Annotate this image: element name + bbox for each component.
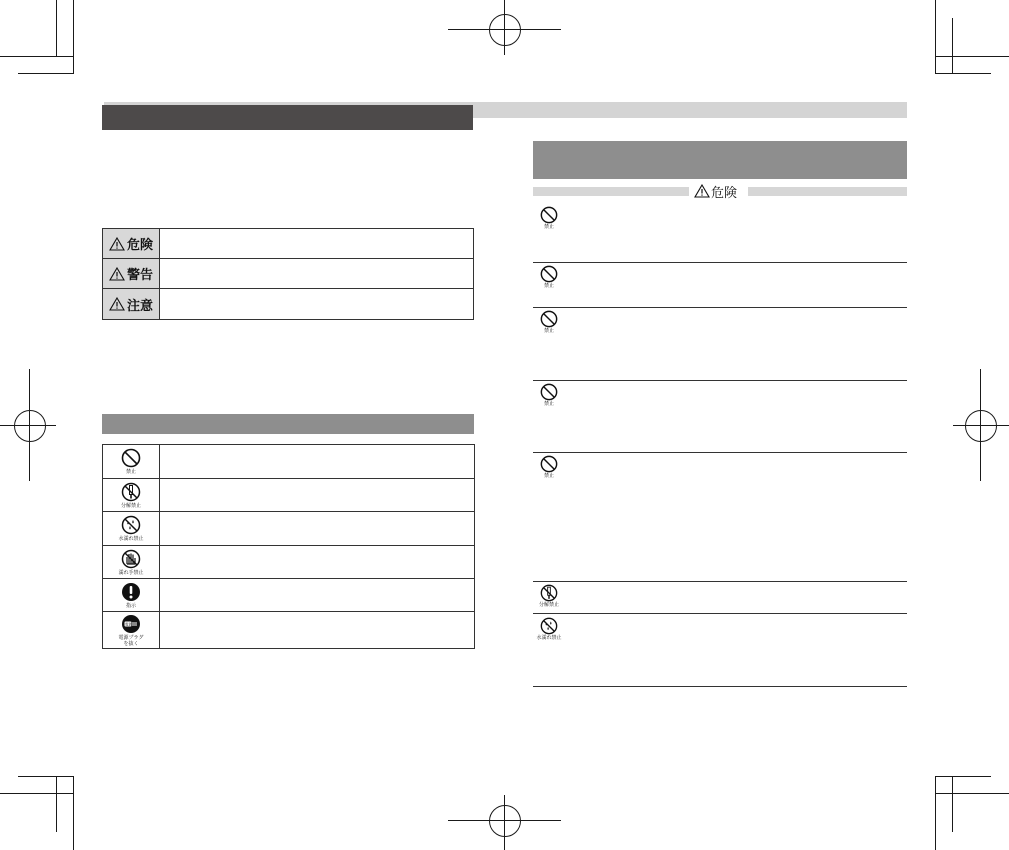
level-row-caution xyxy=(103,289,473,319)
level-label-danger: 危険 xyxy=(126,238,153,253)
prohibited-icon xyxy=(540,206,558,224)
level-row-warning xyxy=(103,259,473,289)
section-title-bar xyxy=(102,105,473,130)
danger-heading-label: 危険 xyxy=(711,185,738,201)
level-label-caution: 注意 xyxy=(126,298,153,314)
right-section-title-bar xyxy=(533,141,907,179)
no-wet-hands-icon xyxy=(121,549,141,569)
symbol-caption: 指示 xyxy=(125,602,136,609)
hazard-item-caption: 分解禁止 xyxy=(538,602,559,608)
hazard-item-icon xyxy=(536,455,562,479)
hazard-item-caption: 禁止 xyxy=(543,224,554,230)
hazard-item-icon xyxy=(536,265,562,289)
item-divider xyxy=(533,581,907,582)
item-divider xyxy=(533,452,907,453)
item-divider xyxy=(533,262,907,263)
symbol-legend-table xyxy=(102,444,475,649)
symbol-caption: 水濡れ禁止 xyxy=(118,536,144,542)
symbol-row-prohibited xyxy=(103,445,474,479)
warning-triangle-icon xyxy=(109,237,125,251)
prohibited-icon xyxy=(540,310,558,328)
hazard-item-icon xyxy=(536,617,562,641)
no-disassembly-icon xyxy=(121,482,141,502)
no-water-icon xyxy=(540,617,558,635)
symbol-row-no-water xyxy=(103,512,474,546)
hazard-item-icon xyxy=(536,206,562,230)
item-divider xyxy=(533,686,907,687)
prohibited-icon xyxy=(540,265,558,283)
prohibited-icon xyxy=(121,448,141,468)
item-divider xyxy=(533,307,907,308)
hazard-item-caption: 禁止 xyxy=(543,283,554,289)
hazard-item-caption: 禁止 xyxy=(543,401,554,407)
level-row-danger xyxy=(103,229,473,259)
hazard-item-icon xyxy=(536,310,562,334)
symbol-row-no-wet-hands xyxy=(103,546,474,579)
symbol-row-no-disassembly xyxy=(103,479,474,512)
no-water-icon xyxy=(121,515,141,535)
hazard-item-icon xyxy=(536,383,562,407)
svg-text:電源: 電源 xyxy=(125,622,133,627)
prohibited-icon xyxy=(540,455,558,473)
hazard-item-caption: 禁止 xyxy=(543,473,554,479)
warning-triangle-icon xyxy=(109,267,125,281)
hazard-item-caption: 水濡れ禁止 xyxy=(536,635,562,641)
no-disassembly-icon xyxy=(540,584,558,602)
danger-strip-left xyxy=(533,187,689,196)
instruction-icon xyxy=(121,582,141,602)
warning-triangle-icon xyxy=(694,184,710,198)
prohibited-icon xyxy=(540,383,558,401)
hazard-item-icon xyxy=(536,584,562,608)
symbol-caption: 電源プラグ を抜く xyxy=(118,634,144,647)
item-divider xyxy=(533,380,907,381)
danger-heading xyxy=(694,182,737,200)
hazard-level-table xyxy=(102,228,474,320)
unplug-icon xyxy=(121,614,141,634)
symbol-row-unplug xyxy=(103,612,474,648)
symbol-caption: 分解禁止 xyxy=(120,502,141,509)
danger-strip-right xyxy=(748,187,907,196)
item-divider xyxy=(533,613,907,614)
hazard-item-caption: 禁止 xyxy=(543,328,554,334)
level-label-warning: 警告 xyxy=(126,268,153,283)
warning-triangle-icon xyxy=(109,297,125,311)
symbol-caption: 濡れ手禁止 xyxy=(118,569,144,576)
symbol-row-instruction xyxy=(103,579,474,612)
symbol-caption: 禁止 xyxy=(125,469,136,475)
symbol-legend-title-bar xyxy=(102,414,474,434)
